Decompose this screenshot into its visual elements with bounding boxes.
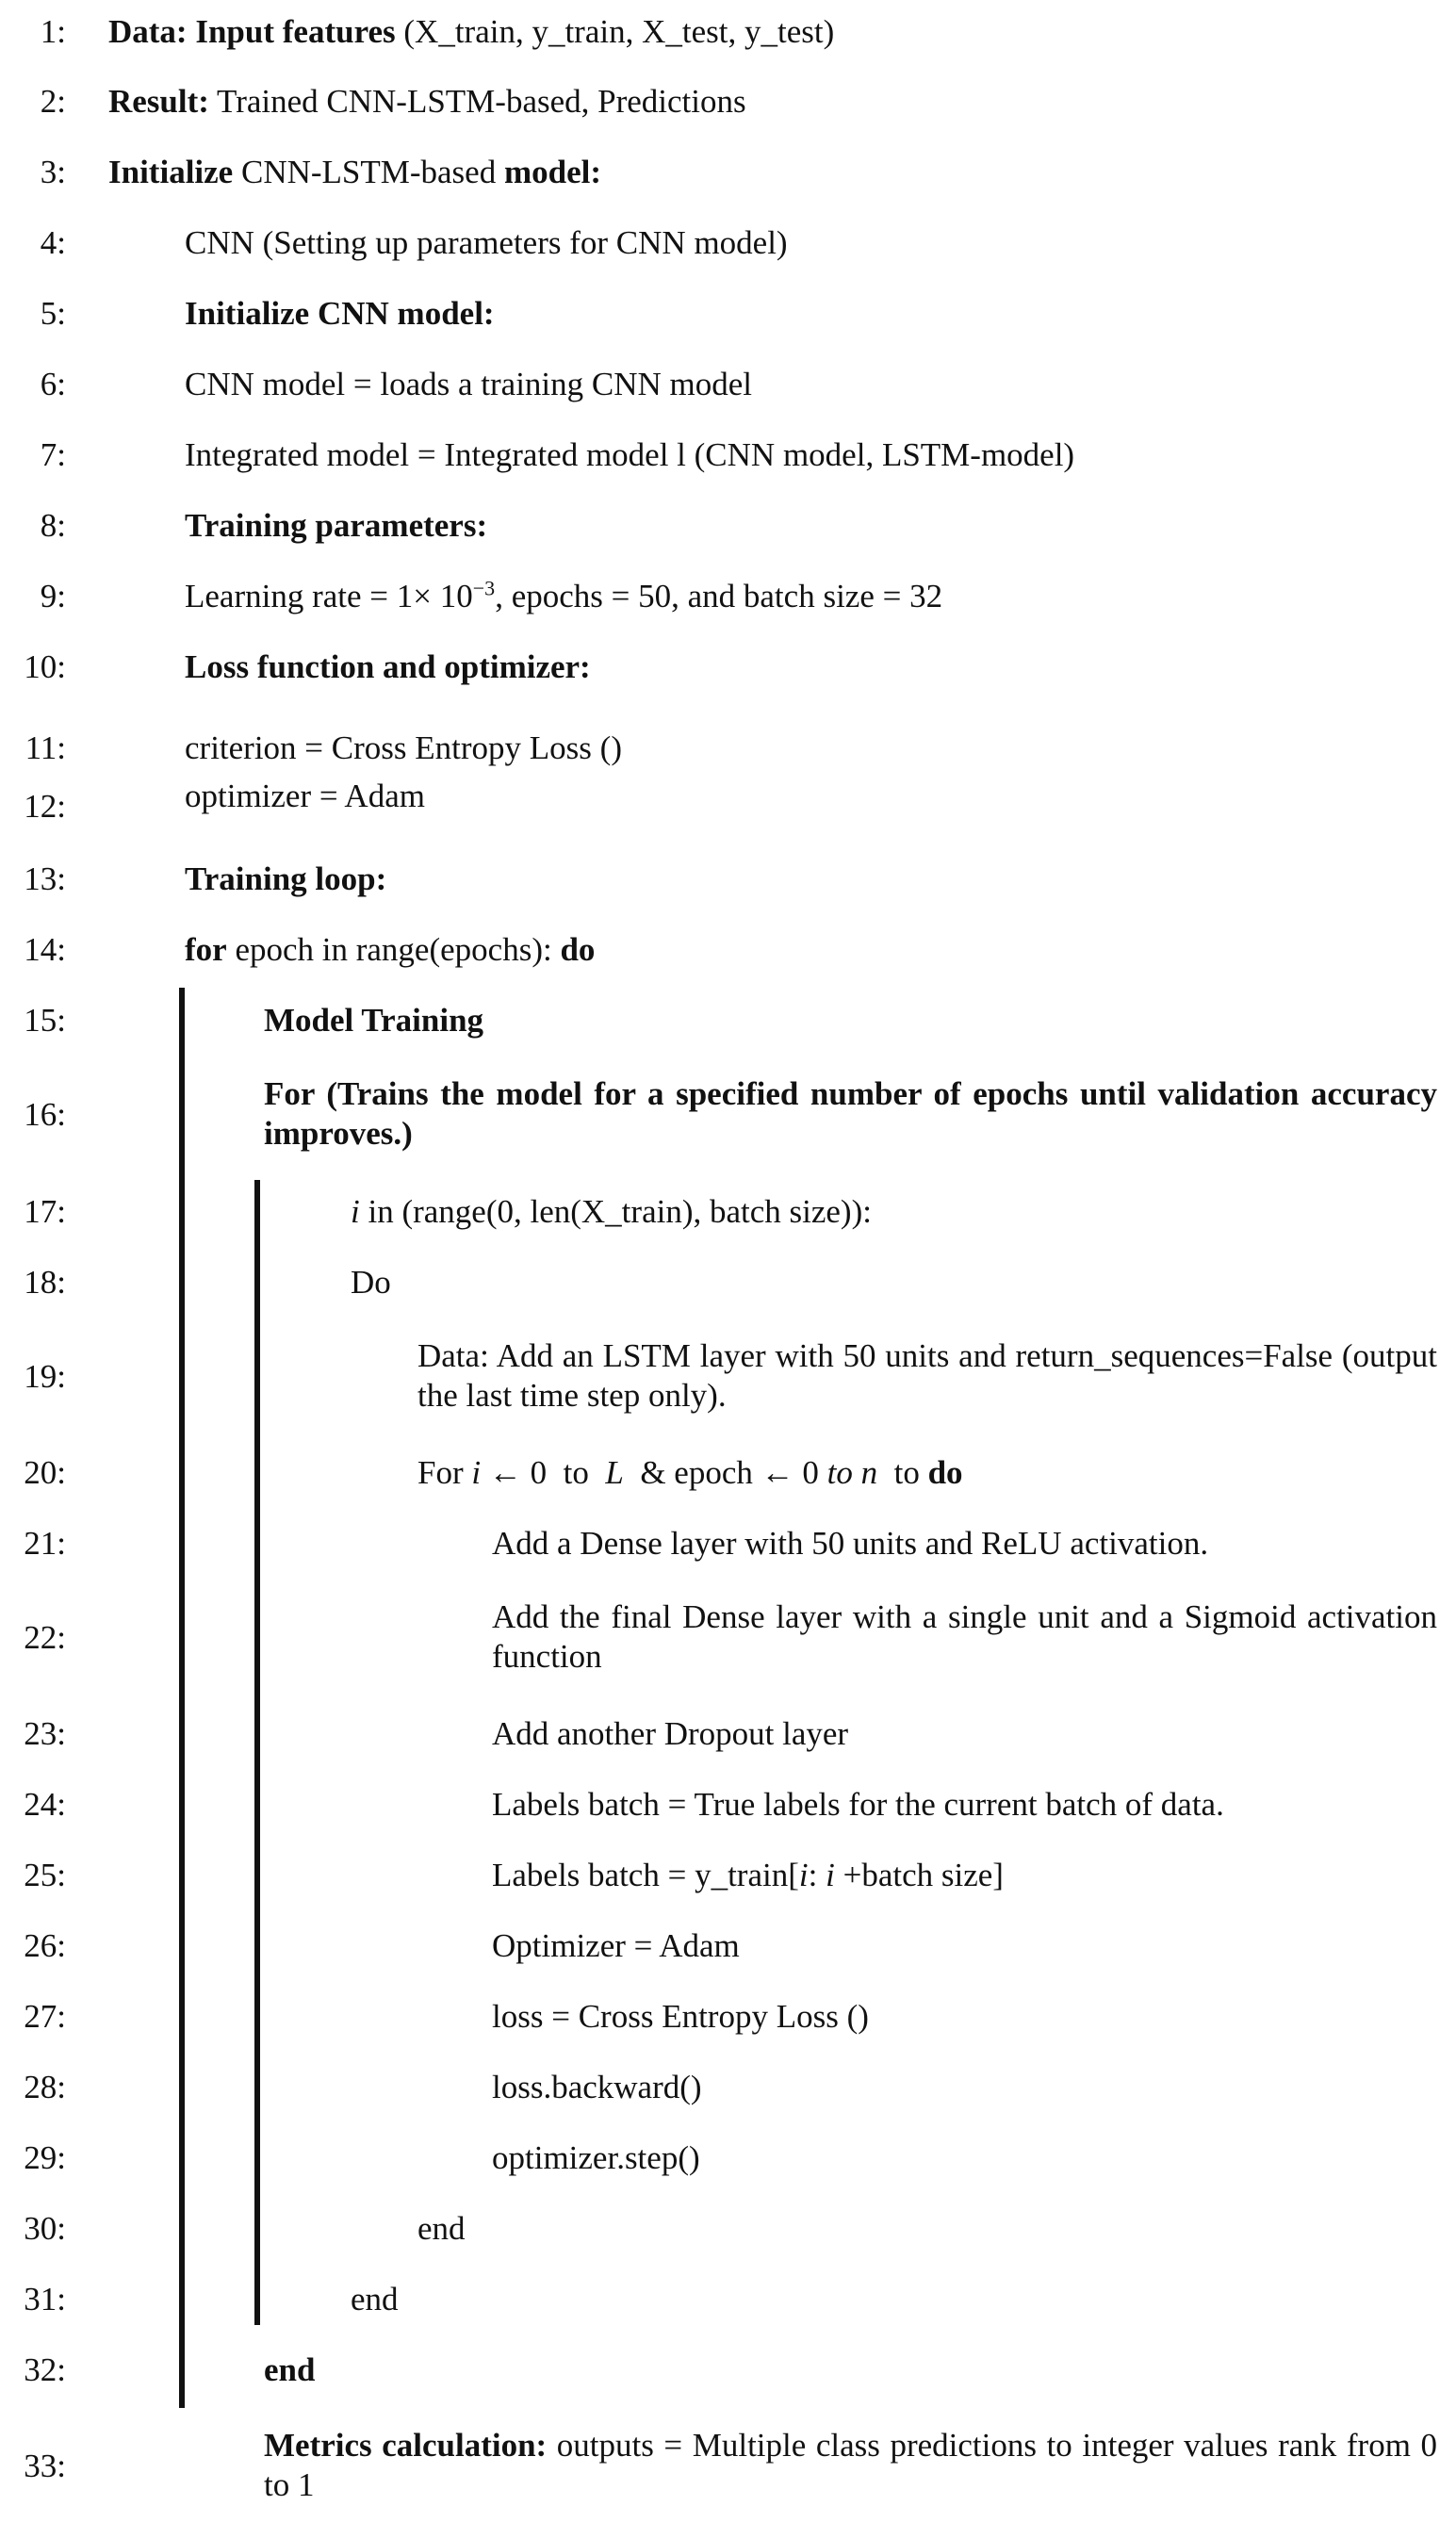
line-text [492, 1788, 1224, 1821]
line-text [185, 576, 943, 614]
line-text-part: For [417, 1454, 472, 1491]
line-text-part: Add a Dense layer with 50 units and ReLU activation. [492, 1525, 1209, 1562]
line-number: 16: [24, 1096, 66, 1133]
line-text-part: −3 [472, 576, 496, 600]
line-text [185, 368, 752, 401]
line-text [185, 509, 487, 542]
line-text-part: criterion = Cross Entropy Loss () [185, 729, 622, 766]
line-text [264, 2353, 315, 2386]
line-text [264, 1004, 483, 1037]
line-text-part: Training parameters: [185, 507, 488, 544]
line-text-part: end [417, 2210, 466, 2247]
line-text-part: Loss function and optimizer: [185, 648, 591, 685]
line-text-part: outputs = Multiple class predictions to integer values rank from 0 to 1 [264, 2427, 1437, 2503]
line-text [417, 2212, 466, 2245]
line-number: 18: [24, 1264, 66, 1301]
line-text [351, 1266, 391, 1299]
line-number: 28: [24, 2069, 66, 2105]
line-number: 6: [40, 366, 66, 402]
line-number: 33: [24, 2448, 66, 2484]
line-text [185, 438, 1074, 471]
line-text-part: (X_train, y_train, X_test, y_test) [395, 13, 835, 50]
line-text-part: epoch in range(epochs): [226, 931, 561, 968]
line-text-part: & epoch ← 0 [623, 1454, 827, 1491]
line-number: 21: [24, 1525, 66, 1562]
line-number: 20: [24, 1454, 66, 1491]
line-text-part: model: [503, 154, 602, 190]
line-text [492, 2000, 869, 2033]
line-text-part: i [826, 1857, 835, 1893]
line-text-part: L [605, 1454, 624, 1491]
line-text [492, 1929, 740, 1962]
line-text-part: For (Trains the model for a specified number of epochs until validation accuracy improves.) [264, 1075, 1437, 1152]
line-text-part: end [351, 2281, 399, 2317]
line-number: 13: [24, 860, 66, 897]
line-text-part: Training loop: [185, 860, 387, 897]
line-text-part: ← 0 to [481, 1454, 606, 1491]
line-text-part: Integrated model = Integrated model l (CNN model, LSTM-model) [185, 436, 1075, 473]
line-text [108, 15, 834, 48]
line-text [185, 297, 495, 330]
line-text-part: Labels batch = y_train[ [492, 1857, 799, 1893]
line-text-part: i [351, 1193, 360, 1230]
line-text-part: loss = Cross Entropy Loss () [492, 1998, 869, 2035]
line-text-part: CNN (Setting up parameters for CNN model) [185, 224, 788, 261]
line-text [492, 2141, 700, 2174]
line-text [185, 650, 591, 683]
line-text-part: Labels batch = True labels for the current batch of data. [492, 1786, 1224, 1823]
line-number: 30: [24, 2210, 66, 2247]
line-number: 17: [24, 1193, 66, 1230]
line-text-part: Learning rate = 1× 10 [185, 578, 473, 614]
line-number: 29: [24, 2139, 66, 2176]
line-text-part: i [798, 1857, 809, 1893]
line-text [492, 1597, 1437, 1677]
line-text-part: Optimizer = Adam [492, 1927, 740, 1964]
line-number: 14: [24, 931, 66, 968]
line-text [417, 1336, 1437, 1416]
line-number: 3: [40, 154, 66, 190]
line-text [492, 2071, 702, 2104]
line-text-part: Do [351, 1264, 391, 1301]
line-text-part: Result: [108, 83, 209, 120]
line-number: 2: [40, 83, 66, 120]
line-text [108, 85, 746, 118]
line-text [492, 1717, 848, 1750]
line-text [185, 933, 595, 966]
line-text-part: do [560, 931, 596, 968]
line-number: 26: [24, 1927, 66, 1964]
block-indent-bar [179, 988, 185, 2408]
line-number: 23: [24, 1715, 66, 1752]
line-text-part: Initialize [108, 154, 234, 190]
block-indent-bar [254, 1180, 260, 2325]
line-text-part: , epochs = 50, and batch size = 32 [495, 578, 943, 614]
line-text [264, 2426, 1437, 2505]
line-text-part: i [471, 1454, 482, 1491]
line-text-part: Initialize CNN model: [185, 295, 495, 332]
line-text [492, 1859, 1004, 1892]
line-text-part: optimizer.step() [492, 2139, 700, 2176]
line-text-part: Add another Dropout layer [492, 1715, 849, 1752]
line-number: 11: [25, 729, 66, 766]
line-text-part: optimizer = Adam [185, 778, 425, 814]
line-text-part: Data: Add an LSTM layer with 50 units and return_sequences=False (output the last time step only). [417, 1337, 1437, 1414]
line-number: 24: [24, 1786, 66, 1823]
line-number: 10: [24, 648, 66, 685]
line-text [417, 1456, 963, 1489]
line-number: 19: [24, 1358, 66, 1395]
line-number: 9: [40, 578, 66, 614]
line-number: 31: [24, 2281, 66, 2317]
line-number: 7: [40, 436, 66, 473]
line-text-part: +batch size] [834, 1857, 1004, 1893]
line-number: 25: [24, 1857, 66, 1893]
line-text-part: CNN model = loads a training CNN model [185, 366, 753, 402]
line-text-part: : [808, 1857, 826, 1893]
line-number: 32: [24, 2351, 66, 2388]
line-text-part: to [877, 1454, 928, 1491]
line-number: 4: [40, 224, 66, 261]
line-text-part: end [264, 2351, 316, 2388]
line-number: 5: [40, 295, 66, 332]
line-text [185, 862, 386, 895]
line-text-part: Metrics calculation: [264, 2427, 548, 2464]
line-number: 15: [24, 1002, 66, 1039]
line-text-part: Add the final Dense layer with a single unit and a Sigmoid activation function [492, 1598, 1437, 1675]
line-text [264, 1074, 1437, 1154]
line-text-part: in (range(0, len(X_train), batch size)): [359, 1193, 872, 1230]
line-text-part: CNN-LSTM-based [233, 154, 504, 190]
line-text-part: loss.backward() [492, 2069, 702, 2105]
line-text-part: for [185, 931, 227, 968]
line-text [351, 2283, 399, 2316]
line-text-part: Model Training [264, 1002, 484, 1039]
line-text [185, 779, 425, 812]
line-text [108, 156, 601, 188]
line-text [351, 1195, 872, 1228]
line-text-part: Data: Input features [108, 13, 396, 50]
line-number: 12: [24, 788, 66, 825]
line-number: 1: [40, 13, 66, 50]
line-text [185, 731, 622, 764]
line-number: 8: [40, 507, 66, 544]
line-number: 27: [24, 1998, 66, 2035]
line-text-part: Trained CNN-LSTM-based, Predictions [208, 83, 746, 120]
line-number: 22: [24, 1619, 66, 1656]
line-text-part: do [927, 1454, 963, 1491]
line-text-part: to n [826, 1454, 878, 1491]
line-text [492, 1527, 1208, 1560]
line-text [185, 226, 788, 259]
